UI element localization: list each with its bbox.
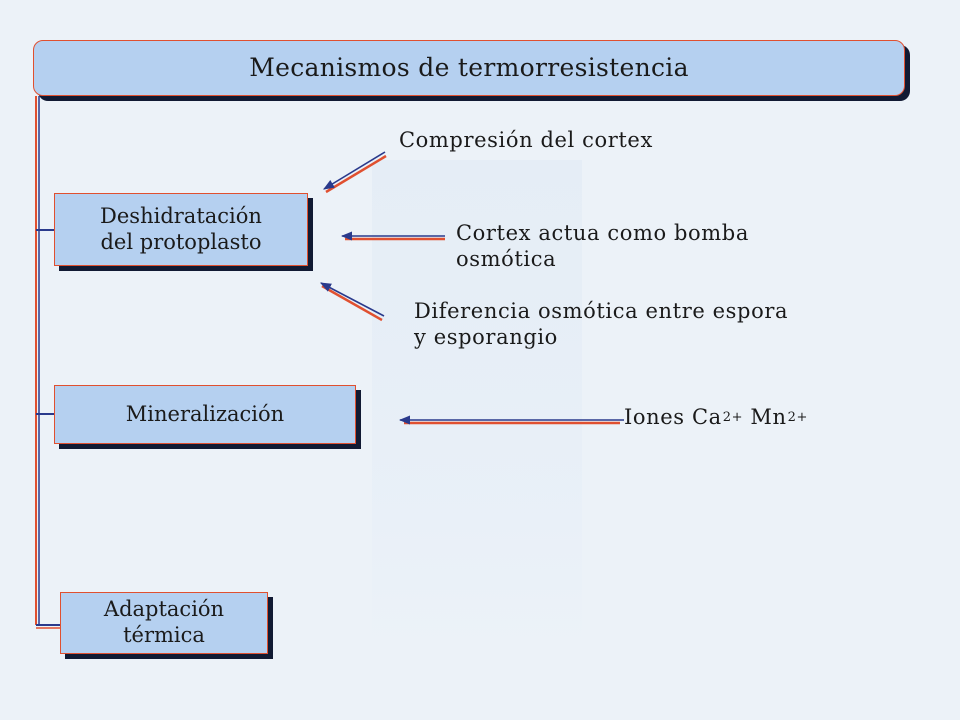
cause-cortex-line2: osmótica bbox=[456, 247, 557, 272]
node-adaptacion-line2: térmica bbox=[123, 623, 205, 647]
cause-iones bbox=[624, 404, 808, 430]
ca-charge: 2+ bbox=[722, 410, 744, 425]
cause-cortex-line1: Cortex actua como bomba bbox=[456, 221, 749, 245]
node-adaptacion bbox=[60, 592, 268, 654]
mn-charge: 2+ bbox=[787, 410, 808, 425]
cause-iones-prefix: Iones Ca bbox=[624, 405, 722, 429]
cause-iones-mn: Mn bbox=[743, 405, 787, 429]
node-deshidratacion-line1: Deshidratación bbox=[100, 203, 262, 228]
cause-diferencia-line2: y esporangio bbox=[414, 325, 558, 350]
node-deshidratacion bbox=[54, 193, 308, 266]
arrow-diferencia-red bbox=[322, 286, 382, 320]
diagram-title: Mecanismos de termorresistencia bbox=[33, 40, 905, 96]
cause-cortex bbox=[456, 220, 749, 273]
cause-diferencia bbox=[414, 298, 788, 351]
arrow-compresion bbox=[324, 152, 385, 189]
arrow-compresion-red bbox=[326, 156, 386, 192]
node-deshidratacion-line2: del protoplasto bbox=[100, 229, 262, 254]
cause-diferencia-line1: Diferencia osmótica entre espora bbox=[414, 299, 789, 323]
node-adaptacion-line1: Adaptación bbox=[103, 597, 225, 622]
node-mineralizacion bbox=[54, 385, 356, 444]
node-mineralizacion-label: Mineralización bbox=[125, 401, 285, 426]
cause-compresion: Compresión del cortex bbox=[399, 128, 653, 152]
arrow-diferencia bbox=[321, 283, 384, 316]
